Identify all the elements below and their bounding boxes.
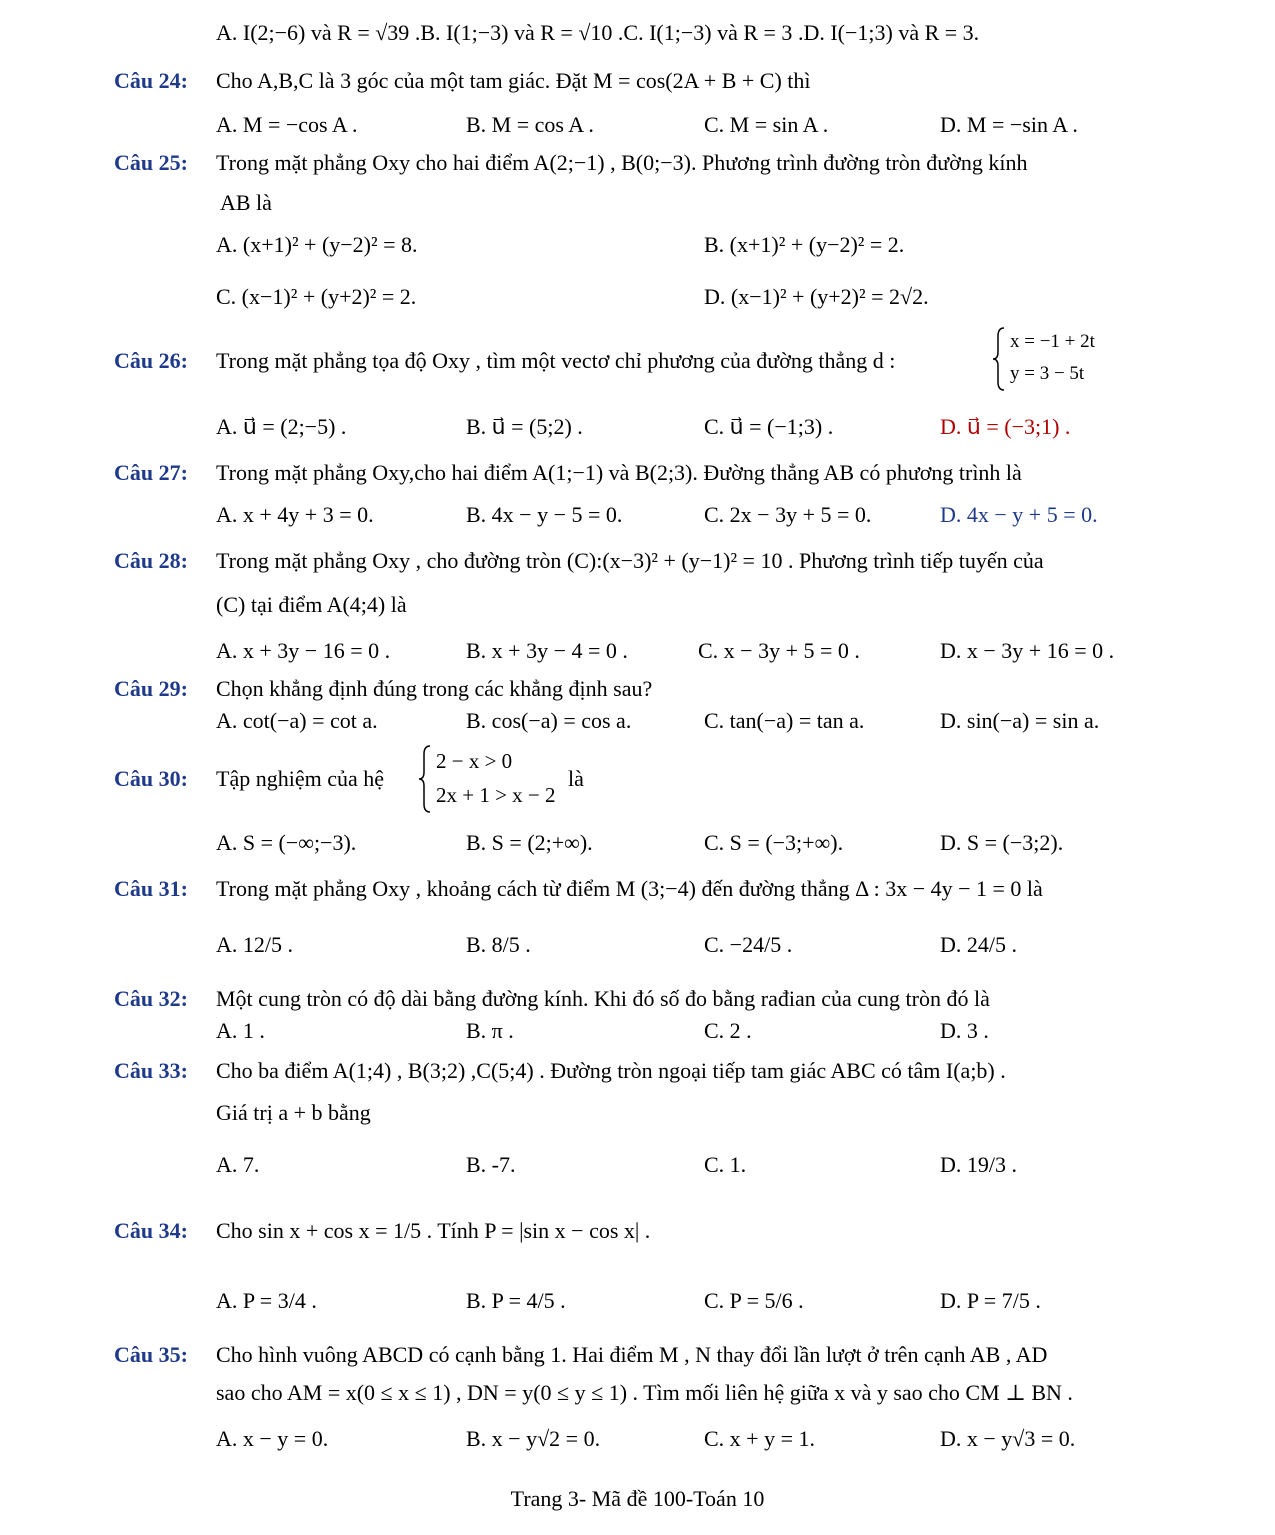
- q35-option-a[interactable]: A. x − y = 0.: [216, 1426, 329, 1451]
- q28-label: Câu 28:: [114, 548, 188, 573]
- q35-label: Câu 35:: [114, 1342, 188, 1367]
- q26-system-eq1: x = −1 + 2t: [1010, 331, 1095, 352]
- q24-option-a[interactable]: A. M = −cos A .: [216, 112, 358, 137]
- q29-option-d[interactable]: D. sin(−a) = sin a.: [940, 708, 1100, 733]
- q29-option-b[interactable]: B. cos(−a) = cos a.: [466, 708, 632, 733]
- q32-text: Một cung tròn có độ dài bằng đường kính. Khi đó số đo bằng rađian của cung tròn đó là: [216, 986, 990, 1011]
- q28-text-line1: Trong mặt phẳng Oxy , cho đường tròn (C):(x−3)² + (y−1)² = 10 . Phương trình tiếp tuyến của: [216, 548, 1044, 573]
- q26-system: [992, 326, 1122, 392]
- q35-text-line2: sao cho AM = x(0 ≤ x ≤ 1) , DN = y(0 ≤ y ≤ 1) . Tìm mối liên hệ giữa x và y sao cho CM ⊥ BN .: [216, 1380, 1073, 1405]
- q25-option-c[interactable]: C. (x−1)² + (y+2)² = 2.: [216, 284, 417, 309]
- q25-label: Câu 25:: [114, 150, 188, 175]
- q32-option-a[interactable]: A. 1 .: [216, 1018, 265, 1043]
- q33-option-b[interactable]: B. -7.: [466, 1152, 516, 1177]
- q30-option-a[interactable]: A. S = (−∞;−3).: [216, 830, 357, 855]
- q32-option-c[interactable]: C. 2 .: [704, 1018, 752, 1043]
- q34-option-b[interactable]: B. P = 4/5 .: [466, 1288, 566, 1313]
- q30-text: Tập nghiệm của hệ: [216, 766, 384, 791]
- q27-option-a[interactable]: A. x + 4y + 3 = 0.: [216, 502, 374, 527]
- q32-option-b[interactable]: B. π .: [466, 1018, 514, 1043]
- q30-system: [418, 744, 568, 814]
- q26-label: Câu 26:: [114, 348, 188, 373]
- q26-option-a[interactable]: A. u⃗ = (2;−5) .: [216, 414, 347, 439]
- q30-option-d[interactable]: D. S = (−3;2).: [940, 830, 1064, 855]
- prev-option-a: A. I(2;−6) và R = √39: [216, 20, 410, 45]
- q33-text-line2: Giá trị a + b bằng: [216, 1100, 371, 1125]
- q27-option-b[interactable]: B. 4x − y − 5 = 0.: [466, 502, 623, 527]
- q34-text: Cho sin x + cos x = 1/5 . Tính P = |sin x − cos x| .: [216, 1218, 651, 1243]
- q32-label: Câu 32:: [114, 986, 188, 1011]
- q25-option-b[interactable]: B. (x+1)² + (y−2)² = 2.: [704, 232, 905, 257]
- q34-option-a[interactable]: A. P = 3/4 .: [216, 1288, 317, 1313]
- q30-option-b[interactable]: B. S = (2;+∞).: [466, 830, 593, 855]
- q24-text: Cho A,B,C là 3 góc của một tam giác. Đặt M = cos(2A + B + C) thì: [216, 68, 811, 93]
- q29-text: Chọn khẳng định đúng trong các khẳng định sau?: [216, 676, 653, 701]
- q28-option-b[interactable]: B. x + 3y − 4 = 0 .: [466, 638, 628, 663]
- q33-label: Câu 33:: [114, 1058, 188, 1083]
- q34-label: Câu 34:: [114, 1218, 188, 1243]
- q28-option-c[interactable]: C. x − 3y + 5 = 0 .: [698, 638, 860, 663]
- q31-option-c[interactable]: C. −24/5 .: [704, 932, 793, 957]
- page-footer: Trang 3- Mã đề 100-Toán 10: [510, 1486, 765, 1511]
- q35-option-b[interactable]: B. x − y√2 = 0.: [466, 1426, 601, 1451]
- q32-option-d[interactable]: D. 3 .: [940, 1018, 989, 1043]
- q33-text-line1: Cho ba điểm A(1;4) , B(3;2) ,C(5;4) . Đường tròn ngoại tiếp tam giác ABC có tâm I(a;b) .: [216, 1058, 1006, 1083]
- q35-option-c[interactable]: C. x + y = 1.: [704, 1426, 815, 1451]
- prev-option-d: .D. I(−1;3) và R = 3.: [797, 20, 980, 45]
- q33-option-c[interactable]: C. 1.: [704, 1152, 747, 1177]
- q24-option-c[interactable]: C. M = sin A .: [704, 112, 829, 137]
- q33-option-a[interactable]: A. 7.: [216, 1152, 260, 1177]
- prev-options-line: [216, 18, 979, 48]
- q27-text: Trong mặt phẳng Oxy,cho hai điểm A(1;−1) và B(2;3). Đường thẳng AB có phương trình là: [216, 460, 1022, 485]
- q31-label: Câu 31:: [114, 876, 188, 901]
- q26-option-b[interactable]: B. u⃗ = (5;2) .: [466, 414, 583, 439]
- q26-text: Trong mặt phẳng tọa độ Oxy , tìm một vectơ chỉ phương của đường thẳng d :: [216, 348, 896, 373]
- q31-text: Trong mặt phẳng Oxy , khoảng cách từ điểm M (3;−4) đến đường thẳng Δ : 3x − 4y − 1 = 0 là: [216, 876, 1043, 901]
- q31-option-b[interactable]: B. 8/5 .: [466, 932, 531, 957]
- prev-option-b: .B. I(1;−3) và R = √10: [414, 20, 613, 45]
- q30-system-eq2: 2x + 1 > x − 2: [436, 783, 556, 807]
- brace-icon: [418, 744, 432, 814]
- q33-option-d[interactable]: D. 19/3 .: [940, 1152, 1017, 1177]
- q26-system-eq2: y = 3 − 5t: [1010, 363, 1085, 384]
- q24-label: Câu 24:: [114, 68, 188, 93]
- brace-icon: [992, 326, 1006, 392]
- q24-option-d[interactable]: D. M = −sin A .: [940, 112, 1078, 137]
- q35-option-d[interactable]: D. x − y√3 = 0.: [940, 1426, 1076, 1451]
- q24-option-b[interactable]: B. M = cos A .: [466, 112, 594, 137]
- q26-option-c[interactable]: C. u⃗ = (−1;3) .: [704, 414, 834, 439]
- q34-option-d[interactable]: D. P = 7/5 .: [940, 1288, 1041, 1313]
- q26-option-d[interactable]: D. u⃗ = (−3;1) .: [940, 414, 1071, 439]
- q28-option-a[interactable]: A. x + 3y − 16 = 0 .: [216, 638, 391, 663]
- q31-option-d[interactable]: D. 24/5 .: [940, 932, 1017, 957]
- q29-option-c[interactable]: C. tan(−a) = tan a.: [704, 708, 865, 733]
- q30-system-eq1: 2 − x > 0: [436, 749, 513, 773]
- q28-option-d[interactable]: D. x − 3y + 16 = 0 .: [940, 638, 1115, 663]
- q29-label: Câu 29:: [114, 676, 188, 701]
- q25-text-line2: AB là: [220, 190, 272, 215]
- q30-text-suffix: là: [568, 766, 584, 791]
- q35-text-line1: Cho hình vuông ABCD có cạnh bằng 1. Hai điểm M , N thay đổi lần lượt ở trên cạnh AB , AD: [216, 1342, 1048, 1367]
- q31-option-a[interactable]: A. 12/5 .: [216, 932, 293, 957]
- q30-label: Câu 30:: [114, 766, 188, 791]
- q30-option-c[interactable]: C. S = (−3;+∞).: [704, 830, 844, 855]
- q27-label: Câu 27:: [114, 460, 188, 485]
- q29-option-a[interactable]: A. cot(−a) = cot a.: [216, 708, 378, 733]
- q25-option-d[interactable]: D. (x−1)² + (y+2)² = 2√2.: [704, 284, 929, 309]
- q34-option-c[interactable]: C. P = 5/6 .: [704, 1288, 804, 1313]
- q28-text-line2: (C) tại điểm A(4;4) là: [216, 592, 407, 617]
- q25-text-line1: Trong mặt phẳng Oxy cho hai điểm A(2;−1) , B(0;−3). Phương trình đường tròn đường kính: [216, 150, 1028, 175]
- q27-option-d[interactable]: D. 4x − y + 5 = 0.: [940, 502, 1098, 527]
- prev-option-c: .C. I(1;−3) và R = 3: [617, 20, 793, 45]
- q27-option-c[interactable]: C. 2x − 3y + 5 = 0.: [704, 502, 872, 527]
- q25-option-a[interactable]: A. (x+1)² + (y−2)² = 8.: [216, 232, 418, 257]
